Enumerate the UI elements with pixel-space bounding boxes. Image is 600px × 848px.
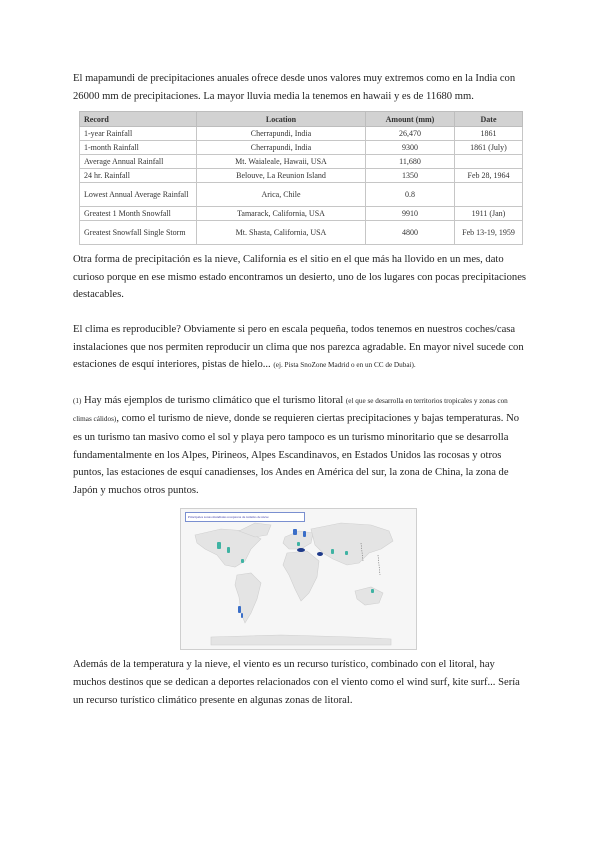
cell-location: Mt. Waialeale, Hawaii, USA [197, 155, 366, 169]
snow-paragraph: Otra forma de precipitación es la nieve, California es el sitio en el que más ha llovido en un mes, dato curioso porque en ese mismo estado encontramos un desierto, uno de los lugares con pocas precipitaciones destacables. [73, 254, 527, 301]
table-row [80, 169, 523, 183]
world-map-image [181, 509, 416, 649]
cell-date: 1861 [455, 127, 523, 141]
cell-date: 1911 (Jan) [455, 207, 523, 221]
document-page [73, 70, 528, 709]
cell-record: 1-month Rainfall [80, 141, 197, 155]
tourism-note: (el que se desarrolla en territorios tropicales y zonas con climas cálidos) [73, 396, 508, 424]
climate-note: (ej. Pista SnoZone Madrid o en un CC de Dubai). [273, 361, 416, 370]
table-row [80, 127, 523, 141]
cell-date: 1861 (July) [455, 141, 523, 155]
cell-record: Greatest 1 Month Snowfall [80, 207, 197, 221]
cell-location: Cherrapundi, India [197, 127, 366, 141]
cell-amount: 4800 [366, 221, 455, 245]
intro-paragraph: El mapamundi de precipitaciones anuales ofrece desde unos valores muy extremos como en la India con 26000 mm de precipitaciones. La mayor lluvia media la tenemos en hawaii y es de 11680 mm. [73, 73, 516, 102]
table-row [80, 183, 523, 207]
table-row [80, 207, 523, 221]
table-row [80, 155, 523, 169]
cell-record: Average Annual Rainfall [80, 155, 197, 169]
table-header-row [80, 112, 523, 127]
cell-amount: 9910 [366, 207, 455, 221]
header-location: Location [197, 112, 366, 127]
header-date: Date [455, 112, 523, 127]
table-row [80, 141, 523, 155]
cell-amount: 0.8 [366, 183, 455, 207]
cell-location: Mt. Shasta, California, USA [197, 221, 366, 245]
cell-record: Greatest Snowfall Single Storm [80, 221, 197, 245]
tourism-text-a: Hay más ejemplos de turismo climático que el turismo litoral [84, 394, 344, 406]
cell-location: Cherrapundi, India [197, 141, 366, 155]
tourism-paragraph [73, 392, 528, 500]
table-row [80, 221, 523, 245]
cell-date: Feb 28, 1964 [455, 169, 523, 183]
cell-amount: 11,680 [366, 155, 455, 169]
tourism-text-b: , como el turismo de nieve, donde se requieren ciertas precipitaciones y bajas temperaturas. No es un turismo tan masivo como el sol y playa pero tampoco es un turismo minoritario que se desarrolla fundamentalmente en los Alpes, Pirineos, Alpes Escandinavos, en Estados Unidos las rocosas y otros puntos, las estaciones de esquí canadienses, los Andes en América del sur, la zona de China, la zona de Japón y muchos otros puntos. [73, 413, 520, 496]
cell-record: 24 hr. Rainfall [80, 169, 197, 183]
cell-location: Belouve, La Reunion Island [197, 169, 366, 183]
cell-amount: 26,470 [366, 127, 455, 141]
rainfall-records-table [79, 111, 523, 245]
cell-amount: 9300 [366, 141, 455, 155]
header-amount: Amount (mm) [366, 112, 455, 127]
header-record: Record [80, 112, 197, 127]
cell-record: Lowest Annual Average Rainfall [80, 183, 197, 207]
climate-paragraph [73, 321, 528, 375]
cell-location: Arica, Chile [197, 183, 366, 207]
map-caption: Principales zonas mundiales receptoras de turismo de nieve [185, 512, 305, 522]
climate-text: El clima es reproducible? Obviamente si pero en escala pequeña, todos tenemos en nuestros coches/casa instalaciones que nos permiten reproducir un clima que nos parezca agradable. En mayor nivel sucede con estaciones de esquí interiores, pistas de hielo... [73, 323, 524, 371]
cell-date [455, 155, 523, 169]
snow-tourism-map [180, 508, 417, 650]
cell-date [455, 183, 523, 207]
wind-paragraph: Además de la temperatura y la nieve, el viento es un recurso turístico, combinado con el litoral, hay muchos destinos que se dedican a deportes relacionados con el viento como el wind surf, kite surf... Sería un recurso turístico climático presente en algunas zonas de litoral. [73, 659, 520, 706]
cell-location: Tamarack, California, USA [197, 207, 366, 221]
cell-record: 1-year Rainfall [80, 127, 197, 141]
footnote-ref: (1) [73, 396, 82, 405]
cell-amount: 1350 [366, 169, 455, 183]
cell-date: Feb 13-19, 1959 [455, 221, 523, 245]
